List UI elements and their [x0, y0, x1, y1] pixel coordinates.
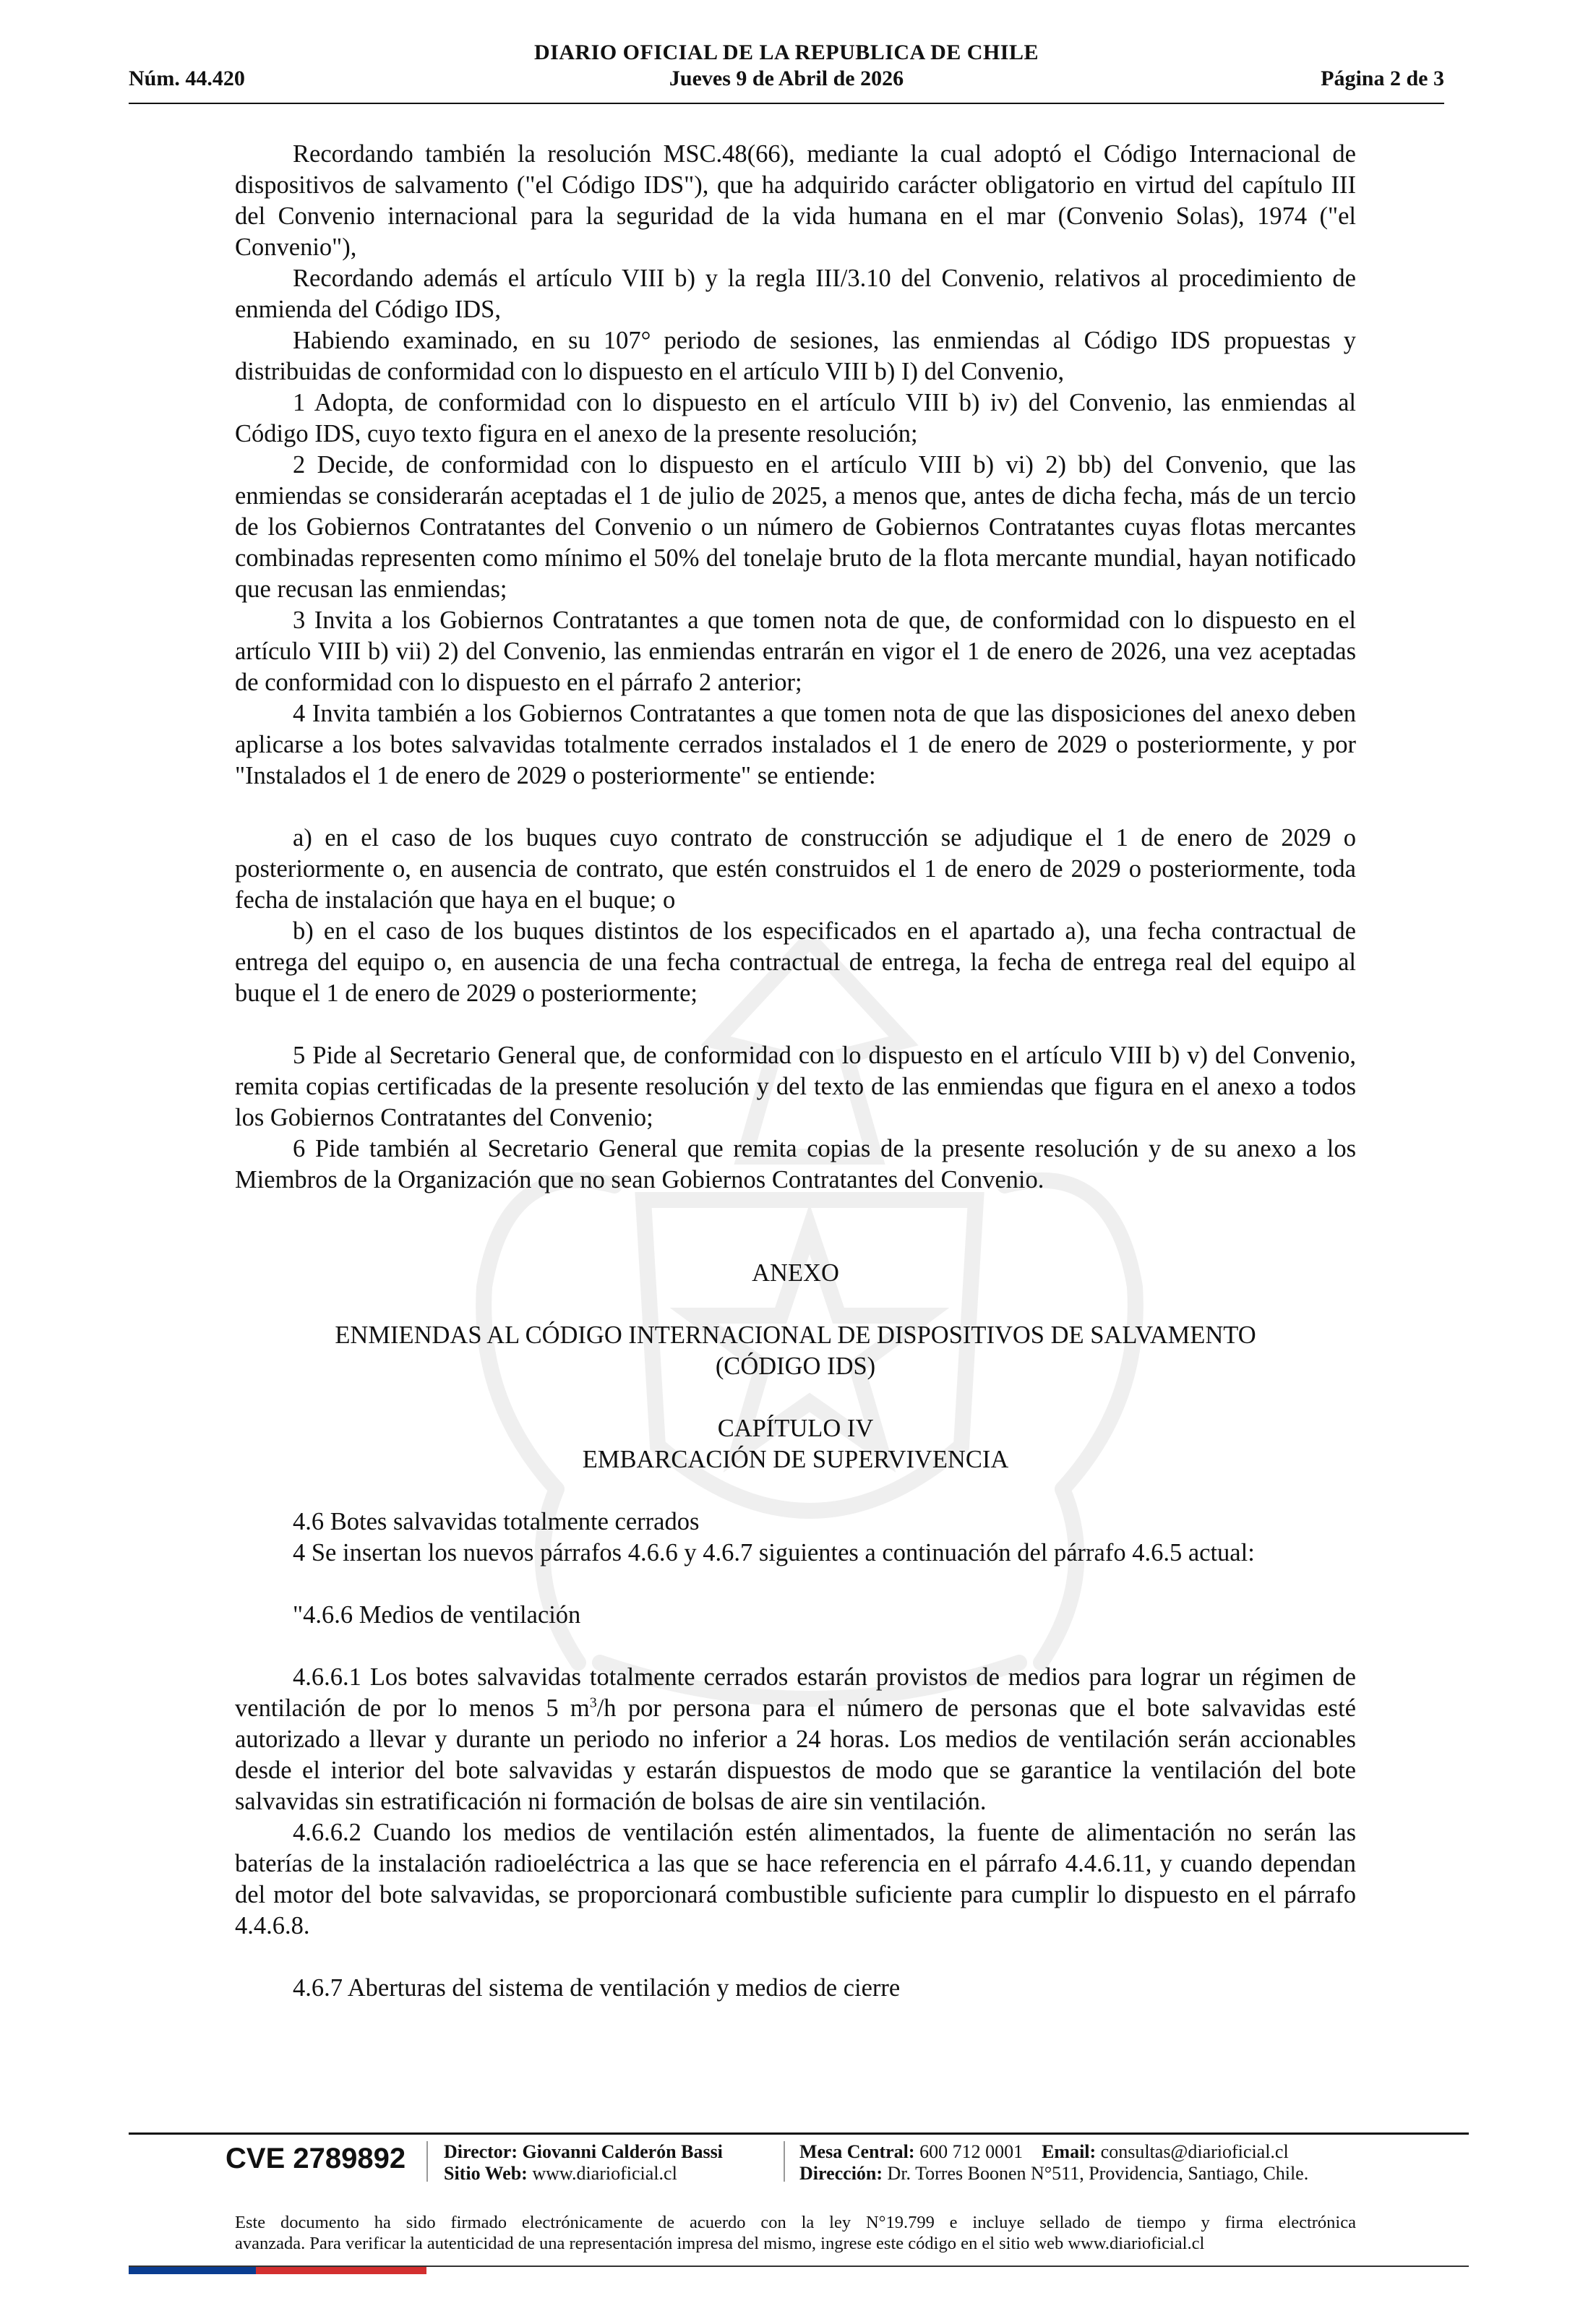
footer-director-block: Director: Giovanni Calderón Bassi Sitio Web: www.diarioficial.cl	[444, 2141, 723, 2184]
section-4-6-7: 4.6.7 Aberturas del sistema de ventilación y medios de cierre	[293, 1974, 901, 2002]
paragraph-a: a) en el caso de los buques cuyo contrato de construcción se adjudique el 1 de enero de 2029 o posteriormente o, en ausencia de contrato, que estén construidos el 1 de enero de 2029 o posteriormente, toda fecha de instalación que haya en el buque; o	[235, 824, 1356, 914]
footer-separator	[784, 2141, 785, 2182]
paragraph-4-6-6-1: 4.6.6.1 Los botes salvavidas totalmente cerrados estarán provistos de medios para lograr un régimen de ventilación de por lo menos 5 $m^3/h$ por persona para el número de personas que el bote salvavidas esté autorizado a llevar y durante un periodo no inferior a 24 horas. Los medios de ventilación serán accionables desde el interior del bote salvavidas y estarán dispuestos de modo que se garantice la ventilación del bote salvavidas sin estratificación ni formación de bolsas de aire sin ventilación.	[235, 1663, 1356, 1815]
paragraph-recordando: Recordando también la resolución MSC.48(66), mediante la cual adoptó el Código Internacional de dispositivos de salvamento ("el Código IDS"), que ha adquirido carácter obligatorio en virtud del capítulo III del Convenio internacional para la seguridad de la vida humana en el mar (Convenio Solas), 1974 ("el Convenio"),	[235, 140, 1356, 261]
page-indicator: Página 2 de 3	[1321, 67, 1444, 90]
footer-separator	[426, 2141, 428, 2182]
phone-number: 600 712 0001	[919, 2141, 1024, 2162]
section-4-6-6: "4.6.6 Medios de ventilación	[293, 1601, 581, 1629]
paragraph-habiendo: Habiendo examinado, en su 107° periodo de sesiones, las enmiendas al Código IDS propuestas y distribuidas de conformidad con lo dispuesto en el artículo VIII b) I) del Convenio,	[235, 327, 1356, 385]
section-4-6: 4.6 Botes salvavidas totalmente cerrados	[293, 1508, 700, 1535]
paragraph-b: b) en el caso de los buques distintos de los especificados en el apartado a), una fecha contractual de entrega del equipo o, en ausencia de una fecha contractual de entrega, la fecha de entrega real del equipo al buque el 1 de enero de 2029 o posteriormente;	[235, 917, 1356, 1007]
address: Dr. Torres Boonen N°511, Providencia, Santiago, Chile.	[887, 2163, 1309, 2184]
footer-contact-block: Mesa Central: 600 712 0001 Email: consultas@diarioficial.cl Dirección: Dr. Torres Boonen N°511, Providencia, Santiago, Chile.	[799, 2141, 1309, 2184]
paragraph-recordando-ademas: Recordando además el artículo VIII b) y la regla III/3.10 del Convenio, relativos al procedimiento de enmienda del Código IDS,	[235, 265, 1356, 323]
paragraph-3-invita: 3 Invita a los Gobiernos Contratantes a que tomen nota de que, de conformidad con lo dispuesto en el artículo VIII b) vii) 2) del Convenio, las enmiendas entrarán en vigor el 1 de enero de 2026, una vez aceptadas de conformidad con lo dispuesto en el párrafo 2 anterior;	[235, 606, 1356, 696]
paragraph-4-insertan: 4 Se insertan los nuevos párrafos 4.6.6 y 4.6.7 siguientes a continuación del párrafo 4.6.5 actual:	[293, 1539, 1255, 1566]
publication-title: DIARIO OFICIAL DE LA REPUBLICA DE CHILE	[534, 40, 1039, 64]
paragraph-4-6-6-2: 4.6.6.2 Cuando los medios de ventilación estén alimentados, la fuente de alimentación no serán las baterías de la instalación radioeléctrica a las que se hace referencia en el párrafo 4.4.6.11, y cuando dependan del motor del bote salvavidas, se proporcionará combustible suficiente para cumplir lo dispuesto en el párrafo 4.4.6.8.	[235, 1819, 1356, 1939]
issue-date: Jueves 9 de Abril de 2026	[669, 67, 904, 90]
document-body	[235, 139, 1356, 2004]
cve-code: CVE 2789892	[226, 2143, 406, 2174]
flag-blue-segment	[129, 2267, 256, 2274]
page-header	[129, 40, 1444, 103]
issue-number: Núm. 44.420	[129, 67, 245, 90]
paragraph-1-adopta: 1 Adopta, de conformidad con lo dispuesto en el artículo VIII b) iv) del Convenio, las enmiendas al Código IDS, cuyo texto figura en el anexo de la presente resolución;	[235, 389, 1356, 447]
email-link[interactable]: consultas@diarioficial.cl	[1100, 2141, 1289, 2162]
annex-title: ANEXO	[752, 1259, 839, 1287]
footer-divider	[129, 2132, 1469, 2135]
header-divider	[129, 103, 1444, 104]
legal-notice: Este documento ha sido firmado electrónicamente de acuerdo con la ley N°19.799 e incluye sellado de tiempo y firma electrónica avanzada. Para verificar la autenticidad de una representación impresa del mismo, ingrese este código en el sitio web www.diarioficial.cl	[235, 2213, 1356, 2253]
flag-red-segment	[256, 2267, 426, 2274]
chapter-subtitle: EMBARCACIÓN DE SUPERVIVENCIA	[582, 1446, 1009, 1473]
website-link[interactable]: www.diarioficial.cl	[532, 2163, 677, 2184]
paragraph-2-decide: 2 Decide, de conformidad con lo dispuesto en el artículo VIII b) vi) 2) bb) del Convenio, que las enmiendas se considerarán aceptadas el 1 de julio de 2025, a menos que, antes de dicha fecha, más de un tercio de los Gobiernos Contratantes del Convenio o un número de Gobiernos Contratantes cuyas flotas mercantes combinadas representen como mínimo el 50% del tonelaje bruto de la flota mercante mundial, hayan notificado que recusan las enmiendas;	[235, 451, 1356, 603]
director-name: Giovanni Calderón Bassi	[522, 2141, 723, 2162]
chile-flag-stripe	[129, 2267, 426, 2274]
chapter-title: CAPÍTULO IV	[717, 1415, 874, 1442]
annex-heading-line-1: ENMIENDAS AL CÓDIGO INTERNACIONAL DE DISPOSITIVOS DE SALVAMENTO	[335, 1321, 1256, 1349]
paragraph-6-pide: 6 Pide también al Secretario General que remita copias de la presente resolución y de su anexo a los Miembros de la Organización que no sean Gobiernos Contratantes del Convenio.	[235, 1135, 1356, 1193]
annex-heading-line-2: (CÓDIGO IDS)	[715, 1353, 876, 1380]
paragraph-4-invita: 4 Invita también a los Gobiernos Contratantes a que tomen nota de que las disposiciones del anexo deben aplicarse a los botes salvavidas totalmente cerrados instalados el 1 de enero de 2029 o posteriormente, y por "Instalados el 1 de enero de 2029 o posteriormente" se entiende:	[235, 700, 1356, 789]
paragraph-5-pide: 5 Pide al Secretario General que, de conformidad con lo dispuesto en el artículo VIII b) v) del Convenio, remita copias certificadas de la presente resolución y del texto de las enmiendas que figura en el anexo a todos los Gobiernos Contratantes del Convenio;	[235, 1042, 1356, 1131]
